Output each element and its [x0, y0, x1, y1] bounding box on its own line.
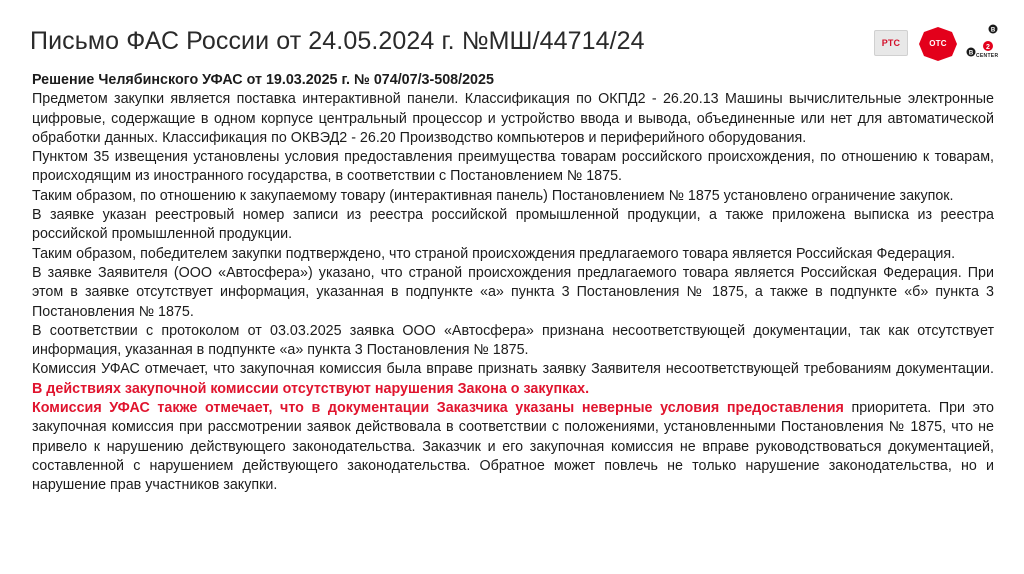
- ots-logo-text: OTC: [929, 39, 947, 48]
- conclusion-plain-text: приоритета. При это закупочная комиссия при рассмотрении заявок действовала в соответствии с положениями, установленными Постановления № 1875, что не привело к нарушению действующего законодательства. Заказчик и его закупочная комиссия не вправе руководствоваться документацией, составленной с нарушением действующего законодательства. Обратное может повлечь не только нарушение законодательства, но и нарушение прав участников закупки.: [32, 400, 994, 494]
- commission-highlight-text: В действиях закупочной комиссии отсутствуют нарушения Закона о закупках.: [32, 380, 590, 397]
- paragraph-subject: Предметом закупки является поставка интерактивной панели. Классификация по ОКПД2 - 26.20.13 Машины вычислительные электронные цифровые, содержащие в одном корпусе центральный процессор и устройство ввода и вывода, объединенные или нет для автоматической обработки данных. Классификация по ОКВЭД2 - 26.20 Производство компьютеров и периферийного оборудования.: [32, 91, 994, 146]
- b2b-mark-top: B: [990, 27, 996, 34]
- paragraph-registry: В заявке указан реестровый номер записи из реестра российской промышленной продукции, а также приложена выписка из реестра российской промышленной продукции.: [32, 207, 994, 243]
- paragraph-winner: Таким образом, победителем закупки подтверждено, что страной происхождения предлагаемого товара является Российская Федерация.: [32, 245, 956, 262]
- conclusion-highlight-text: Комиссия УФАС также отмечает, что в документации Заказчика указаны неверные условия предоставления: [32, 400, 844, 417]
- b2b-mark-left: B: [968, 50, 974, 57]
- page-title: Письмо ФАС России от 24.05.2024 г. №МШ/44714/24: [30, 27, 645, 55]
- decision-heading: Решение Челябинского УФАС от 19.03.2025 г. № 074/07/3-508/2025: [32, 72, 494, 88]
- paragraph-restriction: Таким образом, по отношению к закупаемому товару (интерактивная панель) Постановлением № 1875 установлено ограничение закупок.: [32, 187, 954, 204]
- b2b-center-text: CENTER: [976, 53, 999, 59]
- paragraph-conclusion: [32, 399, 994, 495]
- paragraph-commission: [32, 360, 994, 399]
- b2b-center-logo: [966, 24, 1000, 68]
- b2b-logo-shape: [966, 24, 1000, 68]
- paragraph-point-35: Пунктом 35 извещения установлены условия предоставления преимущества товарам российского происхождения, по отношению к товарам, происходящим из иностранного государства, в соответствии с Постановлением № 1875.: [32, 149, 994, 185]
- commission-plain-text: Комиссия УФАС отмечает, что закупочная комиссия была вправе признать заявку Заявителя несоответствующей требованиям документации.: [32, 361, 994, 378]
- paragraph-protocol: В соответствии с протоколом от 03.03.2025 заявка ООО «Автосфера» признана несоответствующей документации, так как отсутствует информация, указанная в подпункте «а» пункта 3 Постановления № 1875.: [32, 322, 994, 359]
- ots-logo: [918, 26, 958, 62]
- paragraph-applicant: В заявке Заявителя (ООО «Автосфера») указано, что страной происхождения предлагаемого товара является Российская Федерация. При этом в заявке отсутствует информация, указанная в подпункте «а» пункта 3 Постановления № 1875, а также в подпункте «б» пункта 3 Постановления № 1875.: [32, 264, 994, 320]
- rts-logo-text: РТС: [881, 38, 901, 48]
- document-body: [32, 71, 994, 496]
- partner-logos: [872, 24, 1000, 68]
- rts-logo: [874, 30, 908, 56]
- b2b-mark-center: 2: [986, 44, 990, 51]
